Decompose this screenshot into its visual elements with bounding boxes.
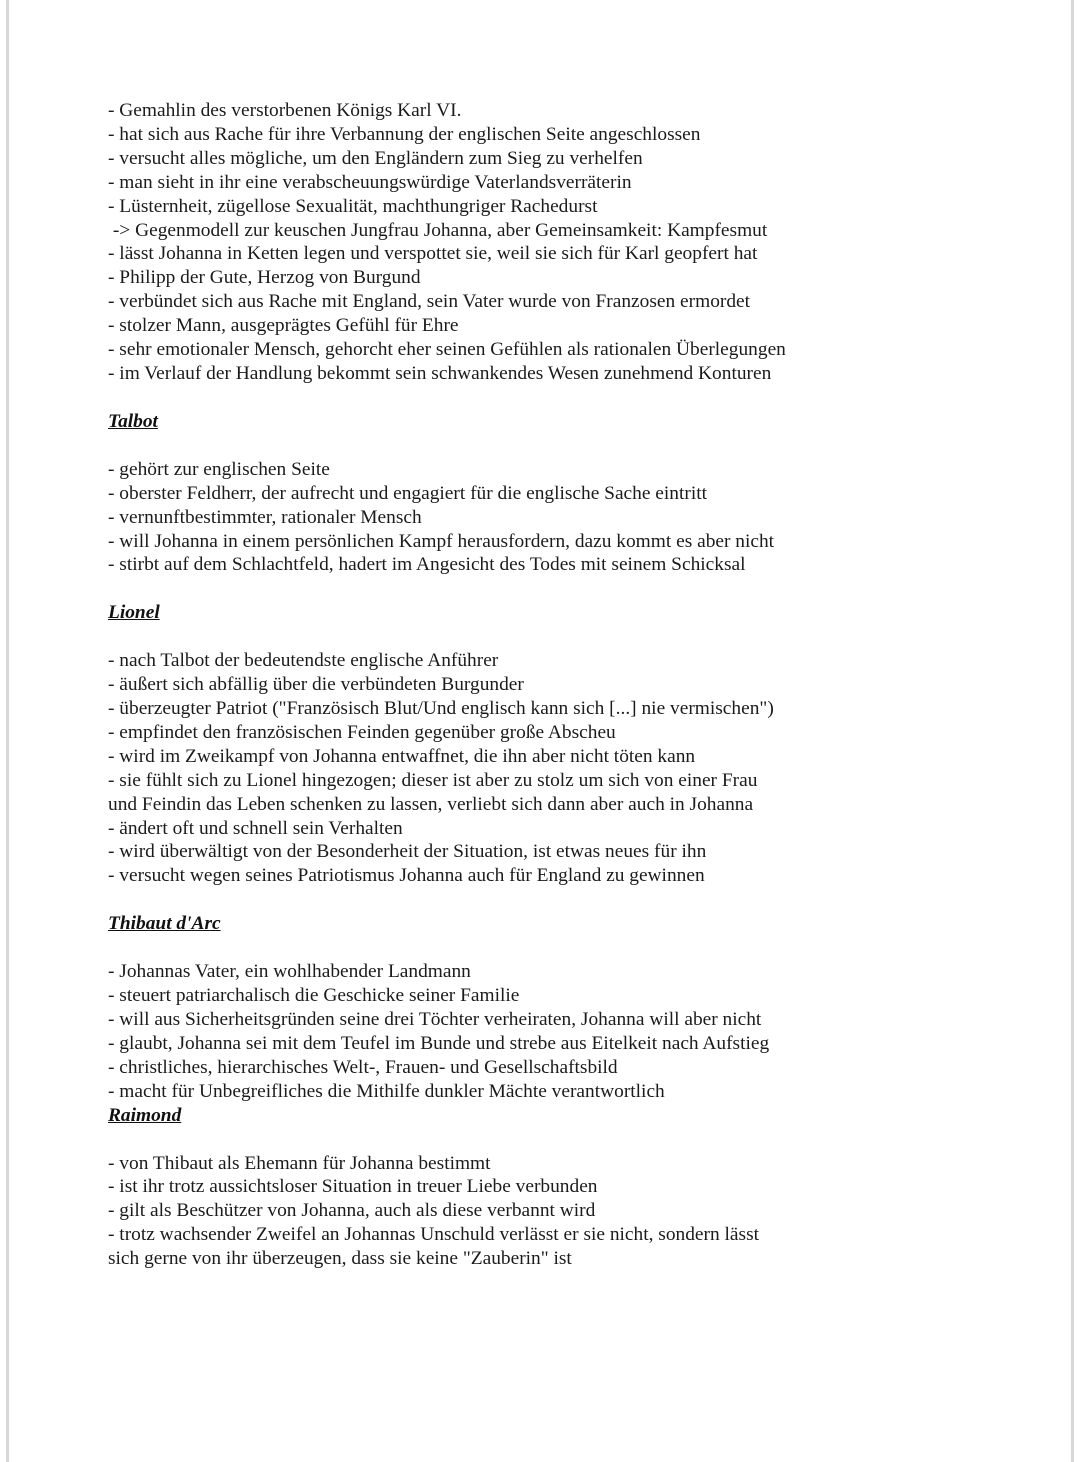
text-line: - stirbt auf dem Schlachtfeld, hadert im Angesicht des Todes mit seinem Schicksal (108, 554, 746, 576)
text-line: - überzeugter Patriot ("Französisch Blut/Und englisch kann sich [...] nie vermischen") (108, 698, 774, 720)
section-body (108, 649, 948, 888)
text-line: - im Verlauf der Handlung bekommt sein schwankendes Wesen zunehmend Konturen (108, 362, 772, 384)
page-border-right (1071, 0, 1074, 1462)
text-line: - wird überwältigt von der Besonderheit der Situation, ist etwas neues für ihn (108, 841, 707, 863)
text-line: - wird im Zweikampf von Johanna entwaffnet, die ihn aber nicht töten kann (108, 745, 696, 767)
section-raimond (108, 1104, 948, 1271)
text-line: - Philipp der Gute, Herzog von Burgund (108, 267, 421, 289)
text-line: - lässt Johanna in Ketten legen und verspottet sie, weil sie sich für Karl geopfert hat (108, 243, 758, 265)
section-talbot (108, 410, 948, 577)
text-line: - versucht alles mögliche, um den Engländern zum Sieg zu verhelfen (108, 147, 643, 169)
text-line: - gilt als Beschützer von Johanna, auch als diese verbannt wird (108, 1200, 596, 1222)
section-body (108, 458, 948, 578)
text-line: - von Thibaut als Ehemann für Johanna bestimmt (108, 1152, 491, 1174)
text-line: - Lüsternheit, zügellose Sexualität, machthungriger Rachedurst (108, 195, 598, 217)
text-line: - sie fühlt sich zu Lionel hingezogen; dieser ist aber zu stolz um sich von einer Frau (108, 769, 758, 791)
text-line: - empfindet den französischen Feinden gegenüber große Abscheu (108, 721, 616, 743)
text-line: - will aus Sicherheitsgründen seine drei Töchter verheiraten, Johanna will aber nicht (108, 1009, 762, 1030)
text-line: - glaubt, Johanna sei mit dem Teufel im Bunde und strebe aus Eitelkeit nach Aufstieg (108, 1032, 770, 1054)
text-line: - christliches, hierarchisches Welt-, Frauen- und Gesellschaftsbild (108, 1056, 618, 1078)
text-line: - sehr emotionaler Mensch, gehorcht eher seinen Gefühlen als rationalen Überlegungen (108, 339, 786, 361)
section-heading: Lionel (108, 602, 160, 624)
text-line: - Gemahlin des verstorbenen Königs Karl VI. (108, 100, 462, 121)
text-line: - Johannas Vater, ein wohlhabender Landmann (108, 961, 471, 983)
section-lionel (108, 601, 948, 888)
text-line: -> Gegenmodell zur keuschen Jungfrau Johanna, aber Gemeinsamkeit: Kampfesmut (108, 219, 768, 241)
section-body (108, 960, 948, 1103)
text-line: - trotz wachsender Zweifel an Johannas Unschuld verlässt er sie nicht, sondern lässt (108, 1224, 760, 1246)
text-line: - steuert patriarchalisch die Geschicke seiner Familie (108, 985, 520, 1007)
text-line: - äußert sich abfällig über die verbündeten Burgunder (108, 674, 524, 696)
section-heading: Talbot (108, 410, 158, 432)
section-thibaut (108, 912, 948, 1103)
section-heading: Thibaut d'Arc (108, 913, 221, 935)
text-line: - gehört zur englischen Seite (108, 458, 330, 480)
page-border-left (6, 0, 9, 1462)
text-line: - verbündet sich aus Rache mit England, sein Vater wurde von Franzosen ermordet (108, 291, 751, 313)
text-line: und Feindin das Leben schenken zu lassen, verliebt sich dann aber auch in Johanna (108, 793, 754, 815)
text-line: - will Johanna in einem persönlichen Kampf herausfordern, dazu kommt es aber nicht (108, 530, 775, 552)
text-line: - ändert oft und schnell sein Verhalten (108, 817, 403, 839)
text-line: - oberster Feldherr, der aufrecht und engagiert für die englische Sache eintritt (108, 482, 708, 504)
intro-block (108, 99, 948, 386)
section-body (108, 1152, 948, 1272)
document-body (108, 99, 948, 1271)
text-line: - ist ihr trotz aussichtsloser Situation in treuer Liebe verbunden (108, 1176, 598, 1198)
section-heading: Raimond (108, 1104, 182, 1126)
text-line: sich gerne von ihr überzeugen, dass sie keine "Zauberin" ist (108, 1248, 572, 1270)
text-line: - vernunftbestimmter, rationaler Mensch (108, 506, 422, 528)
text-line: - nach Talbot der bedeutendste englische Anführer (108, 650, 499, 672)
text-line: - macht für Unbegreifliches die Mithilfe dunkler Mächte verantwortlich (108, 1080, 665, 1102)
text-line: - versucht wegen seines Patriotismus Johanna auch für England zu gewinnen (108, 865, 705, 887)
text-line: - stolzer Mann, ausgeprägtes Gefühl für Ehre (108, 315, 459, 337)
text-line: - hat sich aus Rache für ihre Verbannung der englischen Seite angeschlossen (108, 123, 701, 145)
text-line: - man sieht in ihr eine verabscheuungswürdige Vaterlandsverräterin (108, 171, 632, 193)
